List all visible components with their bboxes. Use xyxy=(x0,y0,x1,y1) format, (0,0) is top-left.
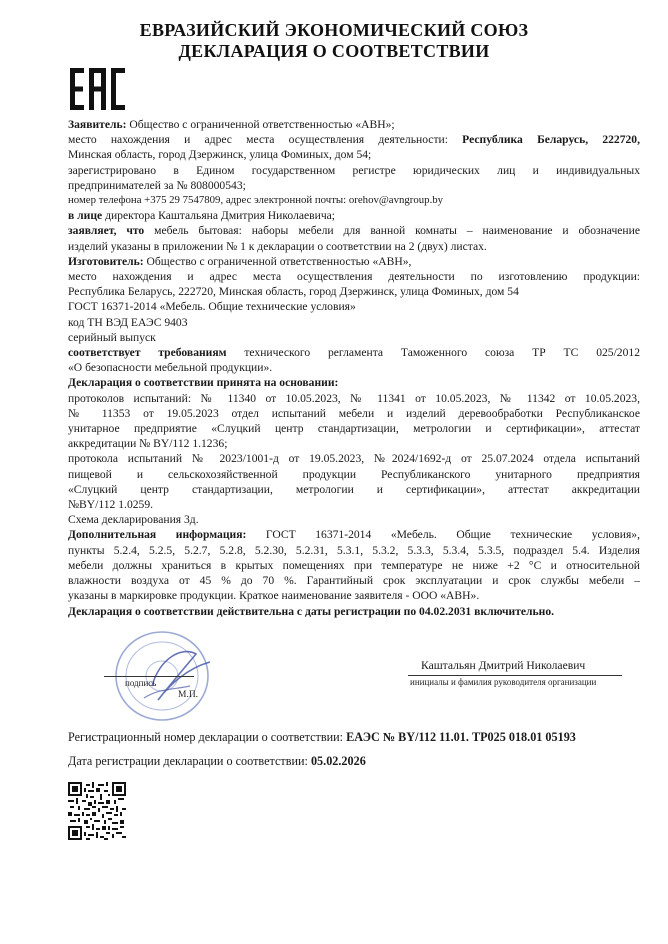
protocols-line-6: пищевой и сельскохозяйственной продукции Республиканского унитарного предприятия xyxy=(68,467,640,481)
conforms-line: соответствует требованиям технического регламента Таможенного союза ТР ТС 025/2012 xyxy=(68,346,640,360)
protocols-line-1: протоколов испытаний: № 11340 от 10.05.2023, № 11341 от 10.05.2023, № 11342 от 10.05.2023, xyxy=(68,391,640,405)
protocols-line-4: аккредитации № BY/112 1.1236; xyxy=(68,437,228,451)
qr-code-icon xyxy=(68,782,126,840)
production-type: серийный выпуск xyxy=(68,330,156,344)
protocols-line-3: унитарное предприятие «Слуцкий центр стандартизации, метрологии и сертификации», аттестат xyxy=(68,422,640,436)
organization-seal-icon xyxy=(100,628,230,728)
additional-info-line-4: влажности воздуха от 45 % до 70 %. Гарантийный срок эксплуатации и срок службы мебели – xyxy=(68,574,640,588)
validity-line: Декларация о соответствии действительна с даты регистрации по 04.02.2031 включительно. xyxy=(68,604,555,618)
signature-caption: подпись xyxy=(125,678,157,688)
signer-caption: инициалы и фамилия руководителя организации xyxy=(410,677,597,687)
signature-line xyxy=(104,676,194,677)
additional-info-line-2: пункты 5.2.4, 5.2.5, 5.2.7, 5.2.8, 5.2.30, 5.2.31, 5.3.1, 5.3.2, 5.3.3, 5.3.4, 5.3.5, подраздел 5.4. Изделия xyxy=(68,543,640,557)
applicant-address: Минская область, город Дзержинск, улица Фоминых, дом 54; xyxy=(68,148,372,162)
manufacturer-line: Изготовитель: Общество с ограниченной ответственностью «АВН», xyxy=(68,254,412,268)
eac-logo-icon xyxy=(68,66,128,112)
signer-name: Каштальян Дмитрий Николаевич xyxy=(421,659,586,672)
seal-caption: М.П. xyxy=(178,690,199,700)
document-title: ДЕКЛАРАЦИЯ О СООТВЕТСТВИИ xyxy=(178,41,490,61)
declaration-scheme: Схема декларирования 3д. xyxy=(68,513,199,527)
registration-date: Дата регистрации декларации о соответствии: 05.02.2026 xyxy=(68,754,366,768)
declaration-body xyxy=(68,117,640,619)
standard-line: ГОСТ 16371-2014 «Мебель. Общие технические условия» xyxy=(68,300,356,314)
basis-heading: Декларация о соответствии принята на основании: xyxy=(68,376,339,390)
manufacturer-address-label: место нахождения и адрес места осуществления деятельности по изготовлению продукции: xyxy=(68,270,640,284)
hs-code: код ТН ВЭД ЕАЭС 9403 xyxy=(68,315,188,329)
represented-by: в лице директора Каштальяна Дмитрия Николаевича; xyxy=(68,209,336,223)
applicant-address-label: место нахождения и адрес места осуществления деятельности: Республика Беларусь, 222720, xyxy=(68,133,640,147)
protocols-line-8: №BY/112 1.0259. xyxy=(68,498,154,512)
regulation-name: «О безопасности мебельной продукции». xyxy=(68,361,273,375)
additional-info-line-5: указаны в маркировке продукции. Краткое наименование заявителя - ООО «АВН». xyxy=(68,589,480,603)
protocols-line-5: протокола испытаний № 2023/1001-д от 19.05.2023, №2024/1692-д от 25.07.2024 отдела испытаний xyxy=(68,452,640,466)
additional-info-line-3: мебели должны храниться в крытых помещениях при температуре не ниже +2 °С и относительной xyxy=(68,558,640,572)
applicant-line: Заявитель: Общество с ограниченной ответственностью «АВН»; xyxy=(68,118,395,131)
manufacturer-address: Республика Беларусь, 222720, Минская область, город Дзержинск, улица Фоминых, дом 54 xyxy=(68,285,519,299)
protocols-line-7: «Слуцкий центр стандартизации, метрологии и сертификации», аттестат аккредитации xyxy=(68,482,640,496)
declares-line: заявляет, что мебель бытовая: наборы мебели для ванной комнаты – наименование и обозначение xyxy=(68,224,640,238)
signer-name-line xyxy=(408,675,622,676)
contact-line: номер телефона +375 29 7547809, адрес электронной почты: orehov@avngroup.by xyxy=(68,194,444,207)
registry-line: зарегистрировано в Едином государственном регистре юридических лиц и индивидуальных xyxy=(68,163,640,177)
protocols-line-2: № 11353 от 19.05.2023 отдел испытаний мебели и изделий деревообработки Республиканское xyxy=(68,406,640,420)
union-title: ЕВРАЗИЙСКИЙ ЭКОНОМИЧЕСКИЙ СОЮЗ xyxy=(139,20,529,40)
additional-info-line-1: Дополнительная информация: ГОСТ 16371-2014 «Мебель. Общие технические условия», xyxy=(68,528,640,542)
product-annex: изделий указаны в приложении № 1 к декларации о соответствии на 2 (двух) листах. xyxy=(68,239,487,253)
registry-number: предпринимателей за № 808000543; xyxy=(68,178,246,192)
registration-number: Регистрационный номер декларации о соответствии: ЕАЭС № BY/112 11.01. ТР025 018.01 05193 xyxy=(68,730,576,744)
